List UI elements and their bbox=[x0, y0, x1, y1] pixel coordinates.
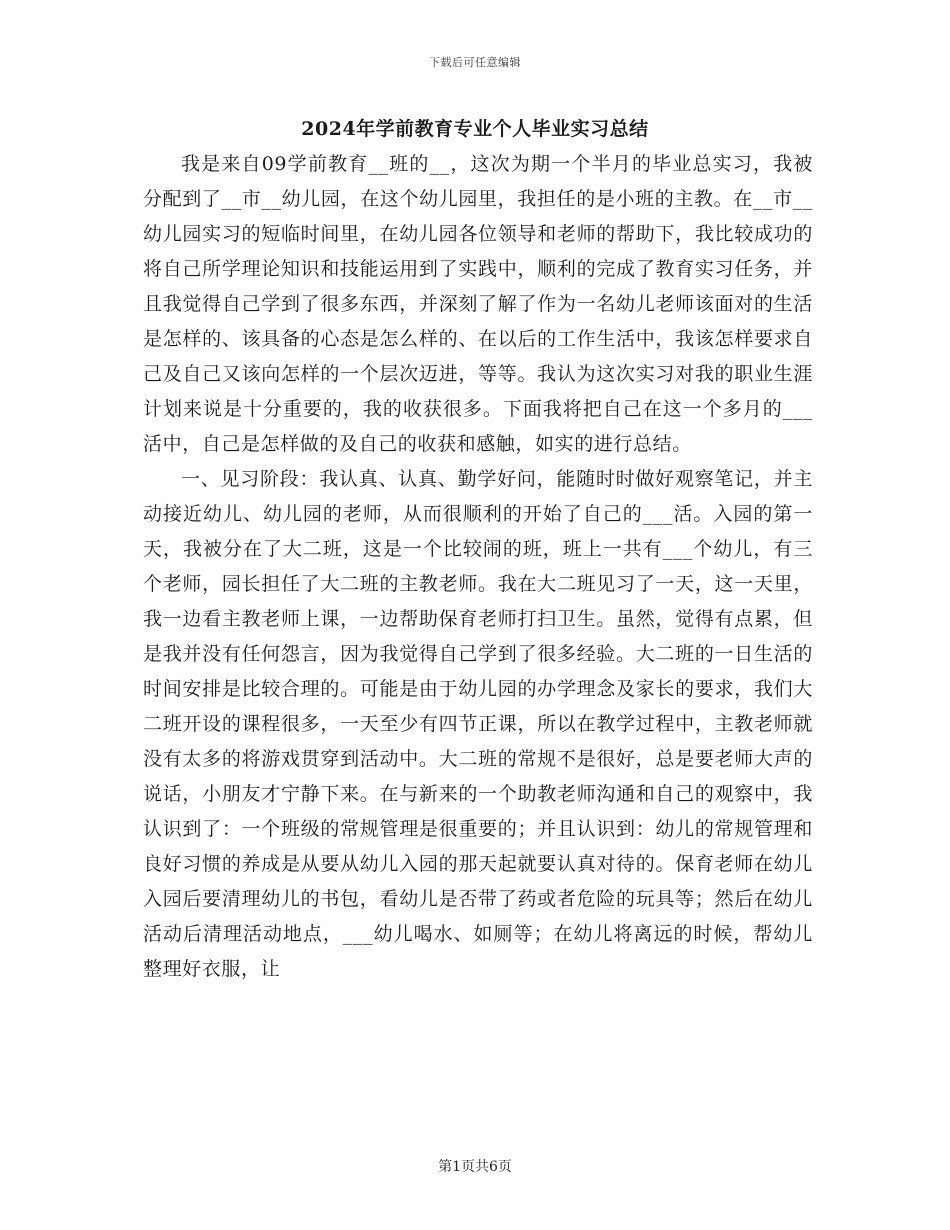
paragraph-intro: 我是来自09学前教育__班的__，这次为期一个半月的毕业总实习，我被分配到了__市__幼儿园，在这个幼儿园里，我担任的是小班的主教。在__市__幼儿园实习的短临时间里，在幼儿园各位领导和老师的帮助下，我比较成功的将自己所学理论知识和技能运用到了实践中，顺利的完成了教育实习任务，并且我觉得自己学到了很多东西，并深刻了解了作为一名幼儿老师该面对的生活是怎样的、该具备的心态是怎么样的、在以后的工作生活中，我该怎样要求自己及自己又该向怎样的一个层次迈进，等等。我认为这次实习对我的职业生涯计划来说是十分重要的，我的收获很多。下面我将把自己在这一个多月的___活中，自己是怎样做的及自己的收获和感触，如实的进行总结。 bbox=[143, 153, 813, 455]
document-title: 2024年学前教育专业个人毕业实习总结 bbox=[301, 118, 649, 140]
page-number: 第1页共6页 bbox=[438, 1159, 512, 1175]
header-note: 下载后可任意编辑 bbox=[429, 56, 521, 69]
paragraph-section-1: 一、见习阶段：我认真、认真、勤学好问，能随时时做好观察笔记，并主动接近幼儿、幼儿园的老师，从而很顺利的开始了自己的___活。入园的第一天，我被分在了大二班，这是一个比较闹的班，班上一共有___个幼儿，有三个老师，园长担任了大二班的主教老师。我在大二班见习了一天，这一天里，我一边看主教老师上课，一边帮助保育老师打扫卫生。虽然，觉得有点累，但是我并没有任何怨言，因为我觉得自己学到了很多经验。大二班的一日生活的时间安排是比较合理的。可能是由于幼儿园的办学理念及家长的要求，我们大二班开设的课程很多，一天至少有四节正课，所以在教学过程中，主教老师就没有太多的将游戏贯穿到活动中。大二班的常规不是很好，总是要老师大声的说话，小朋友才宁静下来。在与新来的一个助教老师沟通和自己的观察中，我认识到了：一个班级的常规管理是很重要的；并且认识到：幼儿的常规管理和良好习惯的养成是从要从幼儿入园的那天起就要认真对待的。保育老师在幼儿入园后要清理幼儿的书包，看幼儿是否带了药或者危险的玩具等；然后在幼儿活动后清理活动地点，___幼儿喝水、如厕等；在幼儿将离远的时候，帮幼儿整理好衣服，让 bbox=[143, 468, 813, 980]
document-body bbox=[143, 147, 813, 987]
